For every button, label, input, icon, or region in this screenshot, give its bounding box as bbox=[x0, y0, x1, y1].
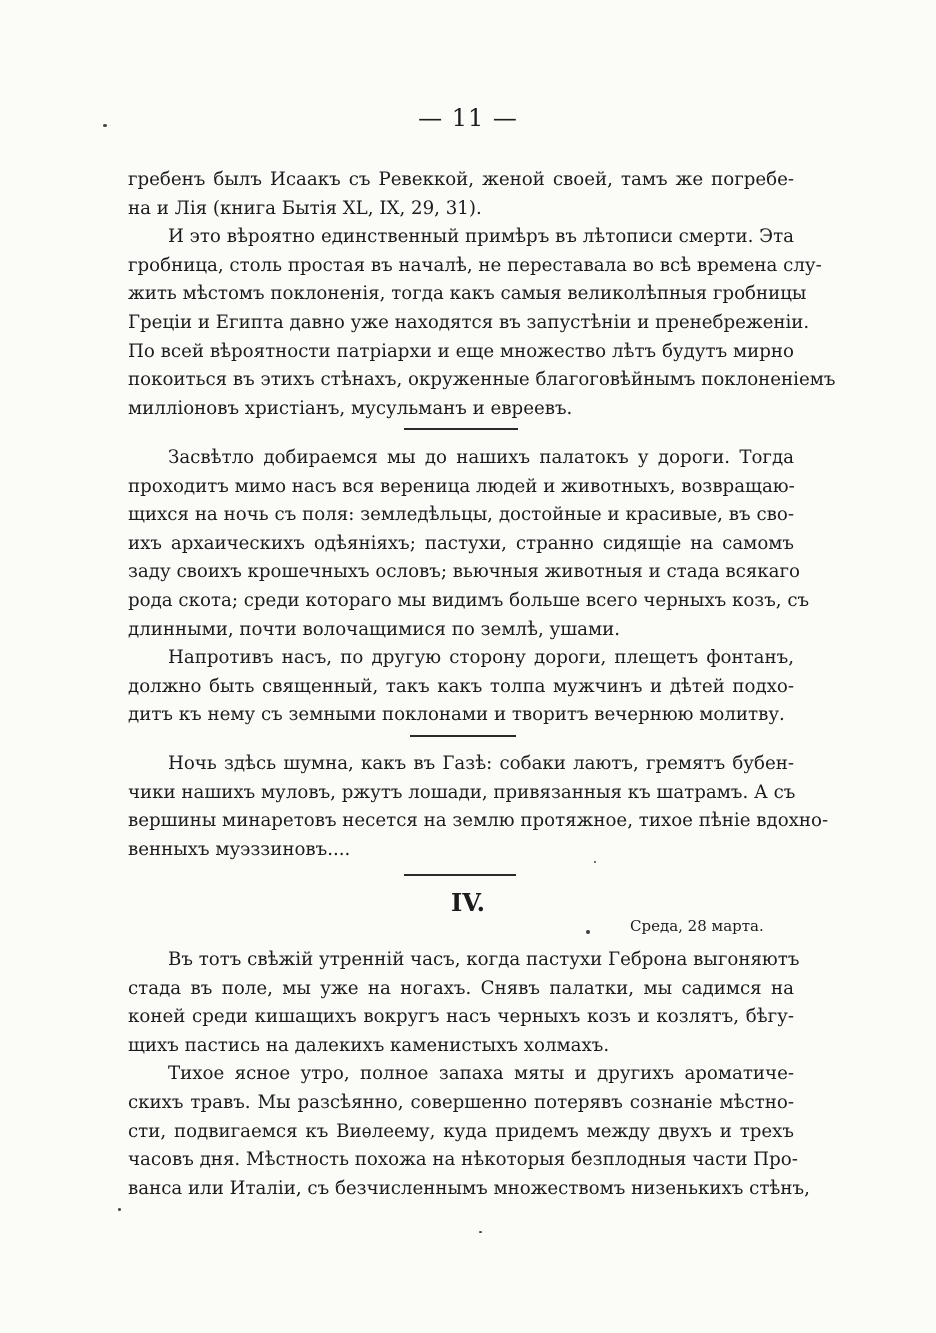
section-divider bbox=[410, 735, 516, 737]
text-line: милліоновъ христіанъ, мусульманъ и евреевъ. bbox=[128, 397, 573, 419]
text-line: часовъ дня. Мѣстность похожа на нѣкоторыя безплодныя части Про- bbox=[128, 1149, 798, 1171]
text-line: покоиться въ этихъ стѣнахъ, окруженные благоговѣйнымъ поклоненіемъ bbox=[128, 369, 836, 391]
text-line: ванса или Италіи, съ безчисленнымъ множествомъ низенькихъ стѣнъ, bbox=[128, 1177, 810, 1199]
text-line: щихся на ночь съ поля: земледѣльцы, достойные и красивые, въ сво- bbox=[128, 504, 794, 526]
text-line: скихъ травъ. Мы разсѣянно, совершенно потерявъ сознаніе мѣстно- bbox=[128, 1091, 794, 1113]
text-line: Тихое ясное утро, полное запаха мяты и другихъ ароматиче- bbox=[168, 1063, 794, 1085]
section-divider bbox=[404, 428, 518, 430]
text-block-4 bbox=[128, 946, 810, 1203]
text-line: И это вѣроятно единственный примѣръ въ лѣтописи смерти. Эта bbox=[168, 226, 794, 248]
text-block-2 bbox=[128, 444, 810, 730]
text-line: проходитъ мимо насъ вся вереница людей и животныхъ, возвращаю- bbox=[128, 475, 795, 497]
text-line: длинными, почти волочащимися по землѣ, ушами. bbox=[128, 618, 621, 640]
text-line: чики нашихъ муловъ, ржутъ лошади, привязанныя къ шатрамъ. А съ bbox=[128, 781, 796, 803]
text-block-3 bbox=[128, 750, 829, 864]
text-line: заду своихъ крошечныхъ ословъ; вьючныя животныя и стада всякаго bbox=[128, 561, 800, 583]
text-line: ихъ архаическихъ одѣяніяхъ; пастухи, странно сидящіе на самомъ bbox=[128, 532, 794, 554]
chapter-heading: IV. bbox=[450, 888, 485, 917]
text-line: Ночь здѣсь шумна, какъ въ Газѣ: собаки лаютъ, гремятъ бубен- bbox=[168, 753, 794, 774]
scan-speck bbox=[586, 930, 590, 934]
text-block-1 bbox=[128, 166, 836, 423]
scan-speck bbox=[118, 1208, 121, 1211]
text-line: на и Лія (книга Бытія XL, IX, 29, 31). bbox=[128, 197, 482, 219]
text-line: Напротивъ насъ, по другую сторону дороги, плещетъ фонтанъ, bbox=[168, 647, 794, 669]
text-line: гребенъ былъ Исаакъ съ Ревеккой, женой своей, тамъ же погребе- bbox=[128, 169, 794, 190]
text-line: коней среди кишащихъ вокругъ насъ черныхъ козъ и козлятъ, бѣгу- bbox=[128, 1006, 794, 1028]
text-line: Греціи и Египта давно уже находятся въ запустѣніи и пренебреженіи. bbox=[128, 311, 810, 333]
entry-date: Среда, 28 марта. bbox=[630, 917, 764, 935]
text-line: должно быть священный, такъ какъ толпа мужчинъ и дѣтей подхо- bbox=[128, 675, 794, 697]
text-line: венныхъ муэззиновъ.... bbox=[128, 838, 351, 860]
text-line: вершины минаретовъ несется на землю протяжное, тихое пѣніе вдохно- bbox=[128, 810, 829, 832]
text-line: жить мѣстомъ поклоненія, тогда какъ самыя великолѣпныя гробницы bbox=[128, 283, 807, 305]
text-line: дитъ къ нему съ земными поклонами и творитъ вечернюю молитву. bbox=[128, 704, 785, 726]
page-number: — 11 — bbox=[418, 104, 518, 132]
text-line: стада въ поле, мы уже на ногахъ. Снявъ палатки, мы садимся на bbox=[128, 977, 794, 999]
text-line: щихъ пастись на далекихъ каменистыхъ холмахъ. bbox=[128, 1034, 610, 1056]
text-line: Засвѣтло добираемся мы до нашихъ палатокъ у дороги. Тогда bbox=[168, 447, 794, 468]
text-line: сти, подвигаемся къ Виѳлеему, куда придемъ между двухъ и трехъ bbox=[128, 1120, 794, 1142]
scan-speck bbox=[103, 124, 107, 127]
scan-speck bbox=[594, 861, 596, 863]
section-divider bbox=[404, 874, 516, 876]
text-line: Въ тотъ свѣжій утренній часъ, когда пастухи Геброна выгоняютъ bbox=[168, 949, 800, 970]
text-line: По всей вѣроятности патріархи и еще множество лѣтъ будутъ мирно bbox=[128, 340, 794, 362]
text-line: гробница, столь простая въ началѣ, не переставала во всѣ времена слу- bbox=[128, 254, 822, 276]
text-line: рода скота; среди котораго мы видимъ больше всего черныхъ козъ, съ bbox=[128, 589, 810, 611]
scan-speck bbox=[479, 1231, 482, 1233]
